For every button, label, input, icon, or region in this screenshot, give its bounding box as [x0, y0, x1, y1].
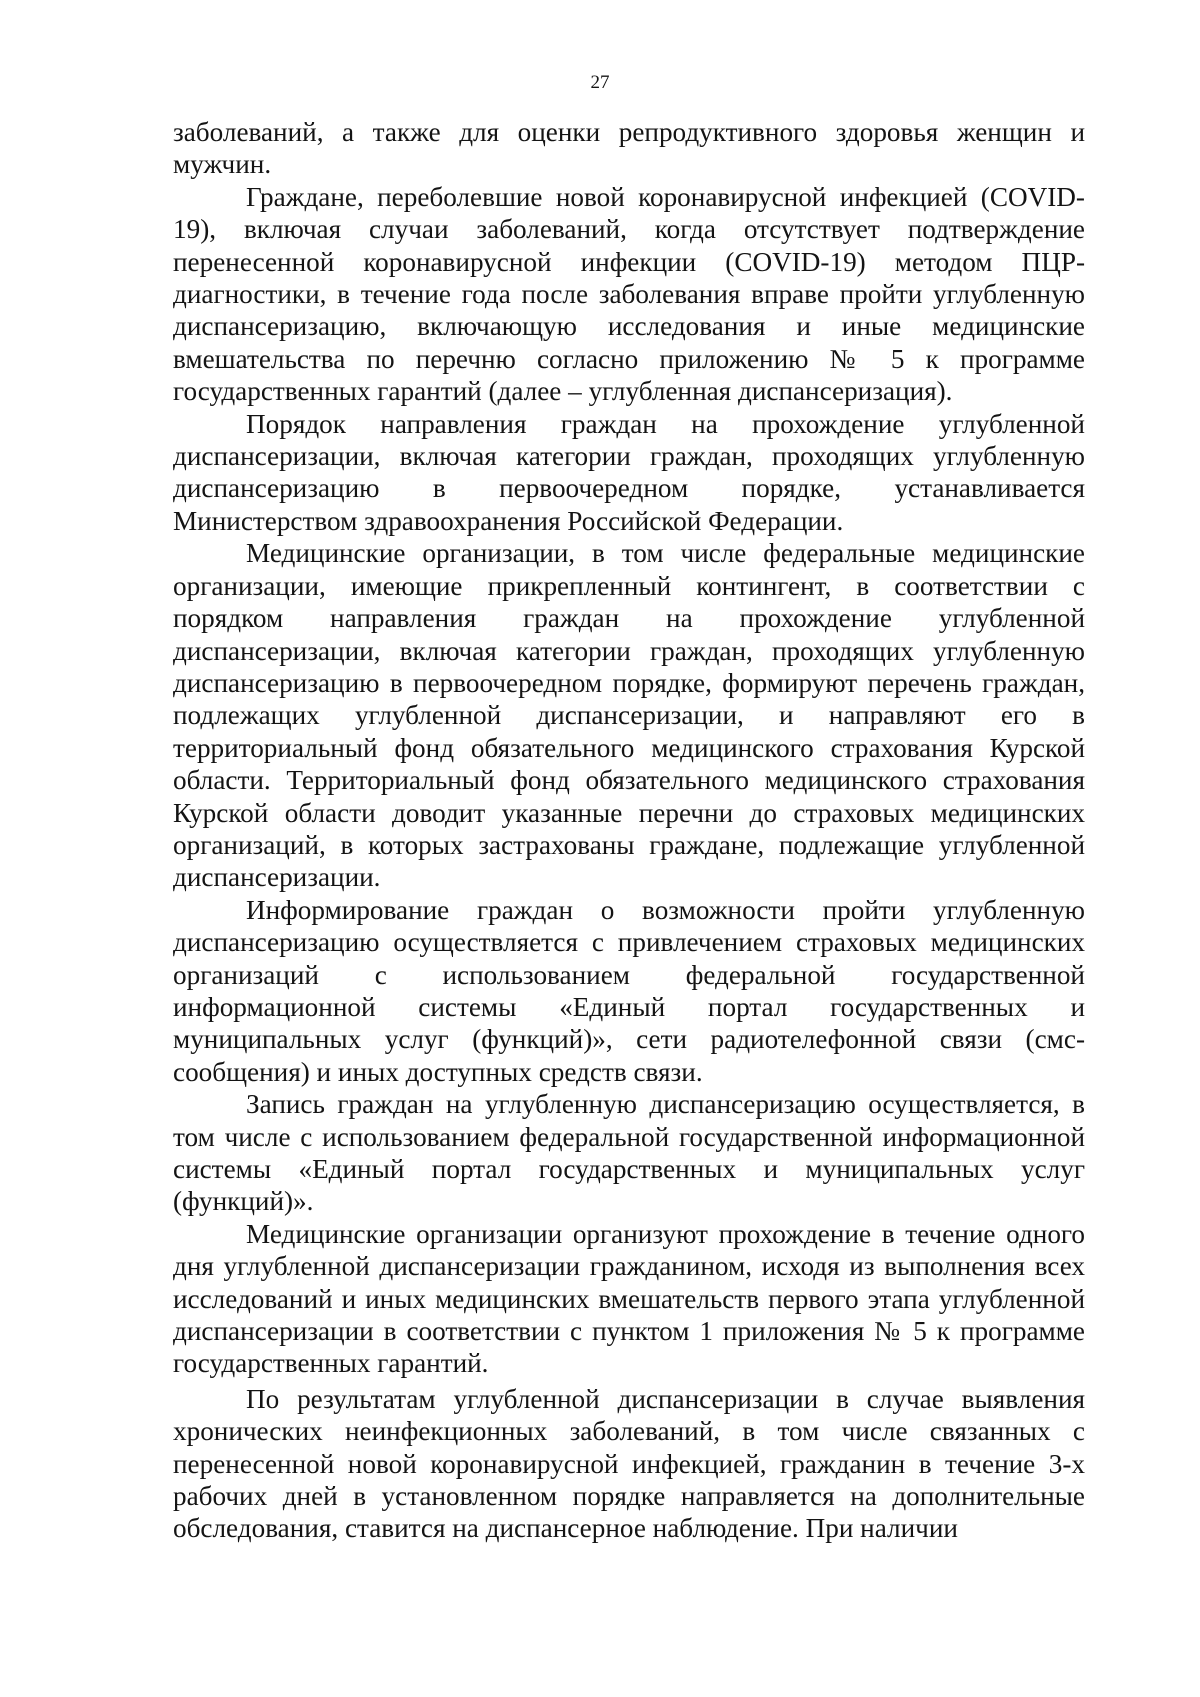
document-body [173, 116, 1085, 1545]
page-number: 27 [590, 72, 610, 93]
paragraph-covid-recovered-citizens: Граждане, переболевшие новой коронавирусной инфекцией (COVID-19), включая случаи заболеваний, когда отсутствует подтверждение перенесенной коронавирусной инфекции (COVID-19) методом ПЦР-диагностики, в течение года после заболевания вправе пройти углубленную диспансеризацию, включающую исследования и иные медицинские вмешательства по перечню согласно приложению № 5 к программе государственных гарантий (далее – углубленная диспансеризация). [173, 181, 1085, 407]
paragraph-medical-organizations-lists: Медицинские организации, в том числе федеральные медицинские организации, имеющие прикрепленный контингент, в соответствии с порядком направления граждан на прохождение углубленной диспансеризации, включая категории граждан, проходящих углубленную диспансеризацию в первоочередном порядке, формируют перечень граждан, подлежащих углубленной диспансеризации, и направляют его в территориальный фонд обязательного медицинского страхования Курской области. Территориальный фонд обязательного медицинского страхования Курской области доводит указанные перечни до страховых медицинских организаций, в которых застрахованы граждане, подлежащие углубленной диспансеризации. [173, 538, 1085, 893]
paragraph-appointment-booking: Запись граждан на углубленную диспансеризацию осуществляется, в том числе с использованием федеральной государственной информационной системы «Единый портал государственных и муниципальных услуг (функций)». [173, 1089, 1085, 1217]
paragraph-informing-citizens: Информирование граждан о возможности пройти углубленную диспансеризацию осуществляется с привлечением страховых медицинских организаций с использованием федеральной государственной информационной системы «Единый портал государственных и муниципальных услуг (функций)», сети радиотелефонной связи (смс-сообщения) и иных доступных средств связи. [173, 894, 1085, 1087]
paragraph-referral-procedure: Порядок направления граждан на прохождение углубленной диспансеризации, включая категории граждан, проходящих углубленную диспансеризацию в первоочередном порядке, устанавливается Министерством здравоохранения Российской Федерации. [173, 408, 1085, 536]
paragraph-continued: заболеваний, а также для оценки репродуктивного здоровья женщин и мужчин. [173, 117, 1085, 180]
paragraph-examination-results: По результатам углубленной диспансеризации в случае выявления хронических неинфекционных заболеваний, в том числе связанных с перенесенной новой коронавирусной инфекцией, гражданин в течение 3-х рабочих дней в установленном порядке направляется на дополнительные обследования, ставится на диспансерное наблюдение. При наличии [173, 1383, 1085, 1544]
paragraph-one-day-examination: Медицинские организации организуют прохождение в течение одного дня углубленной диспансеризации гражданином, исходя из выполнения всех исследований и иных медицинских вмешательств первого этапа углубленной диспансеризации в соответствии с пунктом 1 приложения № 5 к программе государственных гарантий. [173, 1218, 1085, 1379]
